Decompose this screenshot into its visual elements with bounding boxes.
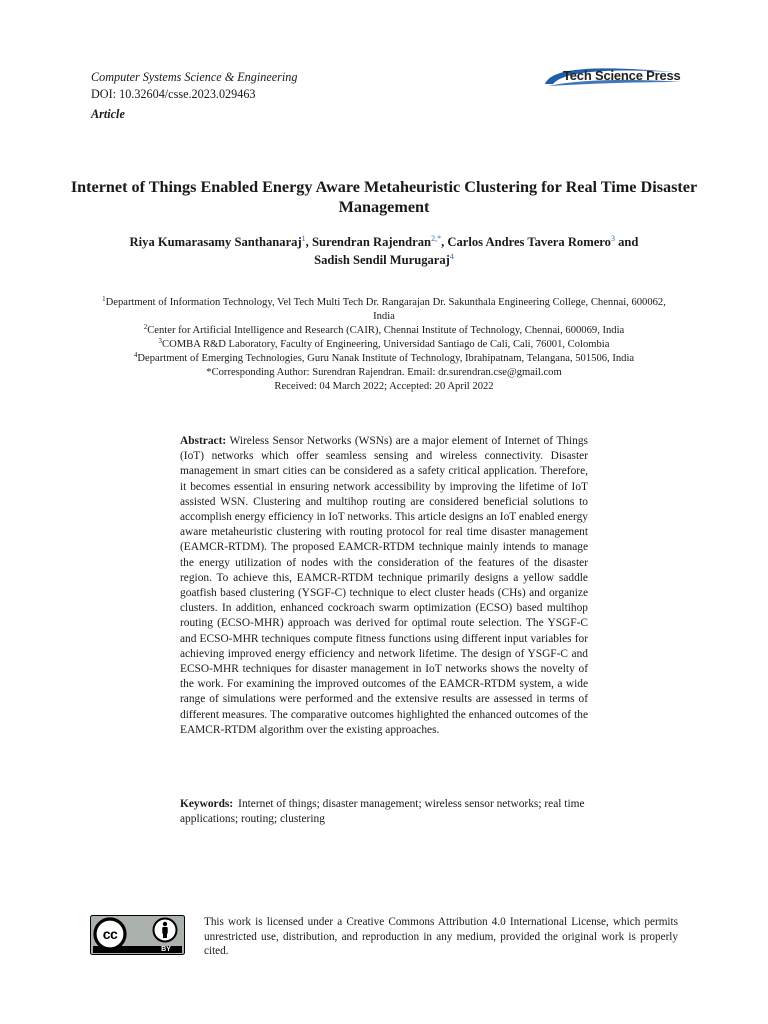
affiliation-text: Department of Information Technology, Vel Tech Multi Tech Dr. Rangarajan Dr. Sakunthala Engineering College, Chennai, 600062, India bbox=[105, 297, 666, 322]
affiliation-text: COMBA R&D Laboratory, Faculty of Engineering, Universidad Santiago de Cali, Cali, 76001, Colombia bbox=[162, 339, 610, 350]
journal-name: Computer Systems Science & Engineering bbox=[91, 70, 298, 84]
affiliation-number: 4 bbox=[133, 351, 138, 359]
author-name: Riya Kumarasamy Santhanaraj bbox=[129, 235, 302, 249]
article-type-label: Article bbox=[91, 107, 125, 121]
author-name: Carlos Andres Tavera Romero bbox=[447, 235, 611, 249]
affiliations bbox=[90, 296, 678, 394]
author-separator: , bbox=[441, 235, 448, 249]
received-accepted-dates: Received: 04 March 2022; Accepted: 20 April 2022 bbox=[274, 381, 494, 392]
author-affiliation-mark[interactable]: 1 bbox=[301, 234, 306, 243]
keywords bbox=[180, 797, 588, 827]
keywords-text: Internet of things; disaster management; wireless sensor networks; real time applications; routing; clustering bbox=[180, 798, 585, 826]
affiliation-number: 1 bbox=[102, 295, 106, 303]
corresponding-author: *Corresponding Author: Surendran Rajendran. Email: dr.surendran.cse@gmail.com bbox=[206, 367, 562, 378]
cc-by-label: BY bbox=[161, 945, 171, 953]
doi[interactable]: DOI: 10.32604/csse.2023.029463 bbox=[91, 87, 256, 101]
affiliation bbox=[90, 324, 678, 338]
affiliation bbox=[90, 338, 678, 352]
publisher-logo-text: Tech Science Press bbox=[563, 68, 681, 83]
affiliation-text: Center for Artificial Intelligence and Research (CAIR), Chennai Institute of Technology, Chennai, 600069, India bbox=[147, 325, 625, 336]
affiliation-number: 3 bbox=[158, 337, 163, 345]
author-separator: , bbox=[305, 235, 312, 249]
author-affiliation-mark[interactable]: 2,* bbox=[431, 234, 442, 243]
affiliation bbox=[90, 296, 678, 324]
affiliation bbox=[90, 352, 678, 366]
author-list bbox=[60, 233, 708, 269]
abstract-heading: Abstract: bbox=[180, 435, 227, 447]
abstract bbox=[180, 434, 588, 738]
attribution-person-icon bbox=[153, 918, 177, 942]
affiliation-text: Department of Emerging Technologies, Guru Nanak Institute of Technology, Ibrahipatnam, Telangana, 501506, India bbox=[137, 353, 635, 364]
keywords-heading: Keywords: bbox=[180, 798, 234, 810]
abstract-text: Wireless Sensor Networks (WSNs) are a major element of Internet of Things (IoT) networks which offer seamless sensing and wireless connectivity. Disaster management in smart cities can be considered as a safety critical application. Therefore, it becomes essential in ensuring network accessibility by improving the lifetime of IoT assisted WSN. Clustering and multihop routing are considered beneficial solutions to accomplish energy efficiency in IoT networks. This article designs an IoT enabled energy aware metaheuristic clustering with routing protocol for real time disaster management (EAMCR-RTDM). The proposed EAMCR-RTDM technique mainly intends to manage the energy utilization of nodes with the consideration of the features of the disaster region. To achieve this, EAMCR-RTDM technique primarily designs a yellow saddle goatfish based clustering (YSGF-C) technique to elect cluster heads (CHs) and organize clusters. In addition, enhanced cockroach swarm optimization (ECSO) based multihop routing (ECSO-MHR) approach was derived for optimal route selection. The YSGF-C and ECSO-MHR techniques compute fitness functions using different input variables for achieving improved energy efficiency and network lifetime. The design of YSGF-C and ECSO-MHR techniques for disaster management in IoT networks shows the novelty of the work. For examining the improved outcomes of the EAMCR-RTDM system, a wide range of simulations were performed and the extensive results are assessed in terms of different measures. The comparative outcomes highlighted the enhanced outcomes of the EAMCR-RTDM algorithm over the existing approaches. bbox=[180, 435, 588, 736]
author-separator: and bbox=[614, 235, 639, 249]
cc-by-license-badge[interactable] bbox=[90, 915, 185, 955]
author-name: Surendran Rajendran bbox=[311, 235, 432, 249]
license-text: This work is licensed under a Creative Commons Attribution 4.0 International License, which permits unrestricted use, distribution, and reproduction in any medium, provided the original work is properly cited. bbox=[204, 916, 678, 957]
cc-icon: cc bbox=[102, 926, 118, 942]
author-affiliation-mark[interactable]: 4 bbox=[449, 252, 454, 261]
author-affiliation-mark[interactable]: 3 bbox=[610, 234, 615, 243]
paper-title: Internet of Things Enabled Energy Aware Metaheuristic Clustering for Real Time Disaster Management bbox=[70, 178, 698, 216]
affiliation-number: 2 bbox=[143, 323, 148, 331]
publisher-logo[interactable] bbox=[543, 66, 683, 88]
author-name: Sadish Sendil Murugaraj bbox=[314, 253, 450, 267]
